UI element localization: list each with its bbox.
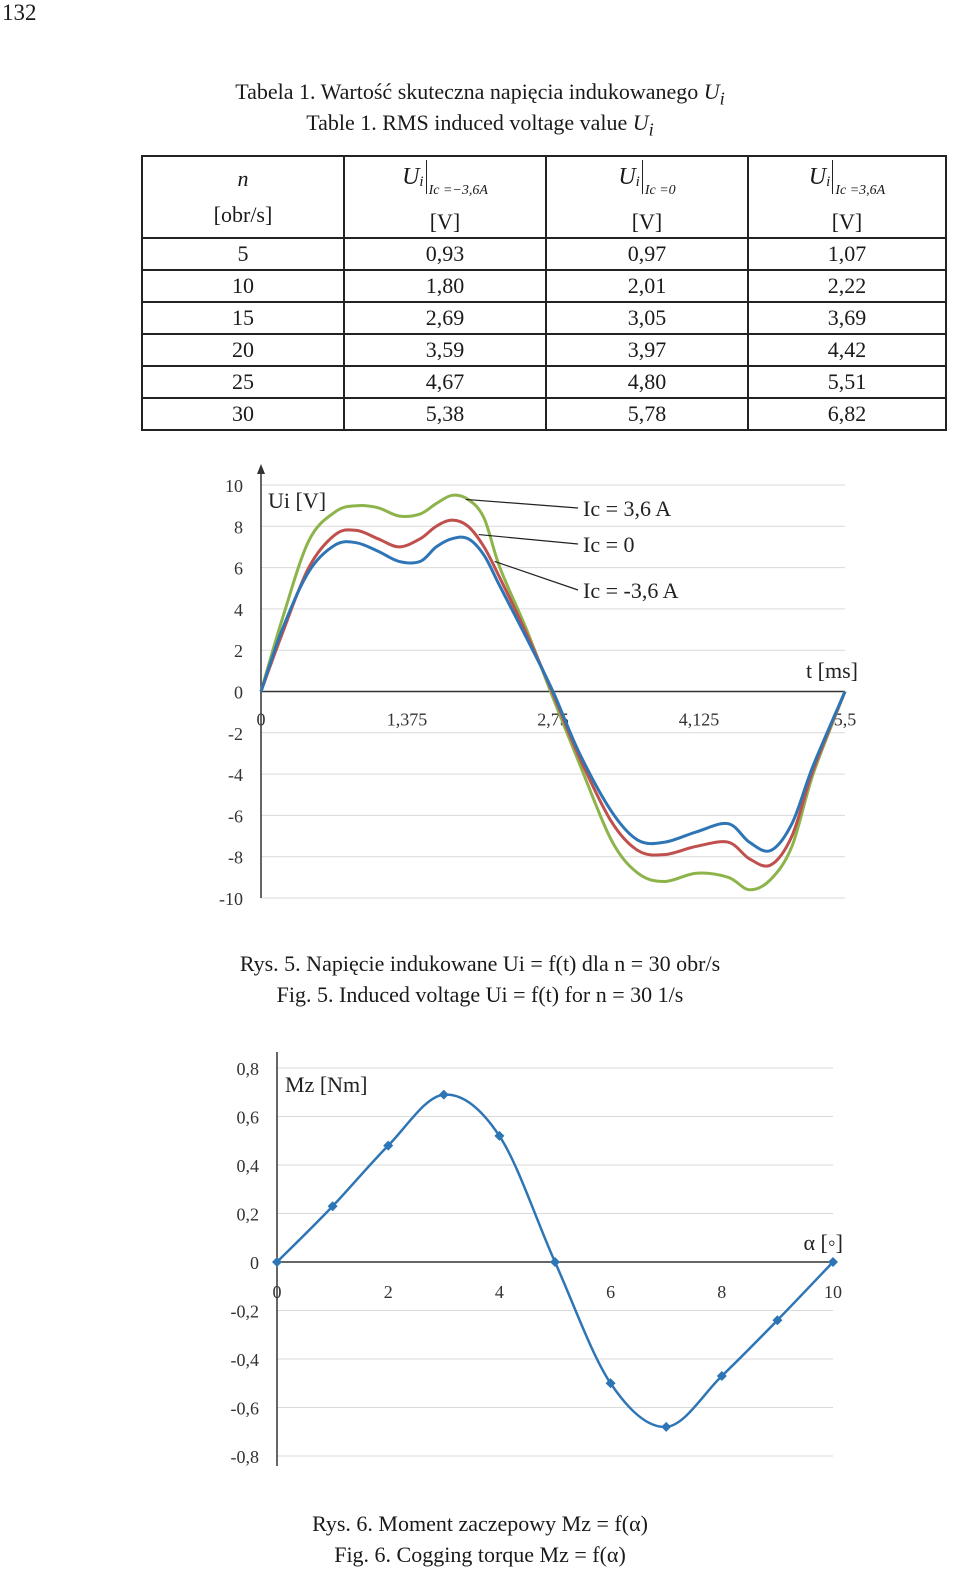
table-row — [142, 302, 946, 334]
col-header-symbol: U — [402, 163, 420, 190]
table-caption-pl-sub: i — [719, 88, 725, 109]
table-cell: 25 — [142, 366, 344, 398]
table-caption-pl-symbol: U — [703, 79, 720, 104]
y-tick-label: 0,2 — [236, 1204, 259, 1225]
annotation-leader-line — [466, 499, 578, 508]
x-tick-label: 2,75 — [537, 709, 569, 730]
col-header-unit: [V] — [429, 208, 461, 234]
x-tick-label: 8 — [717, 1282, 727, 1303]
fig6-caption-pl: Rys. 6. Moment zaczepowy Mz = f(α) — [312, 1511, 648, 1536]
table-cell: 4,80 — [546, 366, 748, 398]
table-cell: 5,78 — [546, 398, 748, 430]
fig5-caption-en: Fig. 5. Induced voltage Ui = f(t) for n = 30 1/s — [276, 982, 684, 1007]
table-cell: 0,97 — [546, 238, 748, 270]
table-caption-en-sub: i — [648, 119, 654, 140]
fig5-caption-pl: Rys. 5. Napięcie indukowane Ui = f(t) dla n = 30 obr/s — [239, 951, 721, 976]
table-row — [142, 238, 946, 270]
table-cell: 2,01 — [546, 270, 748, 302]
table-cell: 5,51 — [748, 366, 946, 398]
y-tick-label: -2 — [228, 723, 243, 744]
table-cell: 0,93 — [344, 238, 546, 270]
y-tick-label: 2 — [234, 641, 243, 662]
table-cell: 4,67 — [344, 366, 546, 398]
eval-bar — [642, 160, 643, 194]
y-axis-arrow — [257, 464, 265, 474]
x-tick-label: 0 — [256, 709, 266, 730]
col-header-cond: Ic =0 — [644, 182, 676, 198]
table-cell: 1,80 — [344, 270, 546, 302]
col-header-cond: Ic =−3,6A — [428, 182, 488, 198]
y-tick-label: 10 — [225, 476, 243, 496]
col-header-n-symbol: n — [237, 166, 249, 191]
table-cell: 5,38 — [344, 398, 546, 430]
page-number: 132 — [2, 0, 37, 25]
table-row — [142, 334, 946, 366]
table-cell: 3,97 — [546, 334, 748, 366]
table-cell: 2,22 — [748, 270, 946, 302]
table-cell: 4,42 — [748, 334, 946, 366]
table-cell: 15 — [142, 302, 344, 334]
table-cell: 20 — [142, 334, 344, 366]
table-header-row — [142, 156, 946, 238]
col-header-sub: i — [419, 173, 424, 190]
table-row — [142, 270, 946, 302]
y-tick-label: -10 — [219, 889, 243, 909]
induced-voltage-chart — [0, 460, 960, 920]
col-header-n — [142, 156, 344, 238]
y-tick-label: -4 — [228, 765, 243, 786]
x-axis-label: t [ms] — [806, 658, 858, 683]
col-header-symbol: U — [808, 163, 827, 190]
data-point-marker — [661, 1422, 671, 1432]
x-tick-label: 6 — [606, 1282, 616, 1303]
eval-bar — [426, 160, 427, 194]
annotation-leader-line — [479, 535, 578, 544]
eval-bar — [832, 160, 833, 194]
col-header-ui-minus — [344, 156, 546, 238]
table-caption-en — [0, 107, 960, 145]
y-tick-label: 0 — [234, 682, 243, 703]
col-header-n-unit: [obr/s] — [213, 202, 273, 227]
table-cell: 30 — [142, 398, 344, 430]
x-axis-label: α [◦] — [803, 1230, 843, 1255]
col-header-sub: i — [635, 173, 640, 190]
series-line — [261, 537, 845, 851]
col-header-cond: Ic =3,6A — [835, 182, 886, 198]
x-tick-label: 5,5 — [833, 709, 857, 730]
table-row — [142, 398, 946, 430]
table-row — [142, 366, 946, 398]
y-tick-label: 0,4 — [236, 1156, 259, 1176]
x-tick-label: 4 — [494, 1282, 504, 1303]
table-cell: 3,59 — [344, 334, 546, 366]
y-tick-label: 6 — [234, 558, 243, 579]
data-point-marker — [439, 1090, 449, 1100]
table-caption-en-text: Table 1. RMS induced voltage value — [306, 110, 633, 135]
data-point-marker — [550, 1257, 560, 1267]
table-caption-en-symbol: U — [632, 110, 649, 135]
y-tick-label: -6 — [228, 806, 243, 827]
y-tick-label: -0,6 — [230, 1398, 259, 1419]
table-cell: 5 — [142, 238, 344, 270]
table-cell: 3,05 — [546, 302, 748, 334]
table-cell: 3,69 — [748, 302, 946, 334]
y-tick-label: 0,8 — [236, 1059, 259, 1079]
table-cell: 2,69 — [344, 302, 546, 334]
col-header-ui-plus — [748, 156, 946, 238]
x-tick-label: 2 — [383, 1282, 393, 1303]
y-axis-label: Ui [V] — [268, 488, 327, 513]
y-tick-label: -0,4 — [230, 1350, 259, 1370]
y-tick-label: 0 — [250, 1253, 259, 1273]
x-tick-label: 10 — [824, 1282, 842, 1303]
col-header-ui-zero — [546, 156, 748, 238]
x-tick-label: 0 — [272, 1282, 282, 1303]
series-annotation: Ic = 0 — [583, 532, 635, 557]
y-tick-label: -0,2 — [230, 1301, 259, 1322]
y-tick-label: 8 — [234, 517, 243, 538]
series-annotation: Ic = -3,6 A — [583, 578, 679, 603]
y-tick-label: 4 — [234, 599, 243, 620]
col-header-unit: [V] — [831, 208, 863, 234]
table-caption-pl-text: Tabela 1. Wartość skuteczna napięcia indukowanego — [235, 79, 704, 104]
table-cell: 1,07 — [748, 238, 946, 270]
col-header-symbol: U — [618, 163, 636, 190]
col-header-unit: [V] — [631, 208, 663, 234]
y-tick-label: 0,6 — [236, 1107, 259, 1128]
y-axis-label: Mz [Nm] — [285, 1072, 368, 1097]
table-cell: 10 — [142, 270, 344, 302]
series-annotation: Ic = 3,6 A — [583, 496, 672, 521]
x-tick-label: 1,375 — [386, 709, 428, 730]
cogging-torque-chart — [0, 1050, 960, 1480]
x-tick-label: 4,125 — [678, 709, 720, 730]
rms-voltage-table — [141, 155, 947, 431]
y-tick-label: -0,8 — [230, 1447, 259, 1467]
y-tick-label: -8 — [228, 847, 243, 868]
fig6-caption-en: Fig. 6. Cogging torque Mz = f(α) — [334, 1542, 626, 1567]
table-cell: 6,82 — [748, 398, 946, 430]
col-header-sub: i — [826, 173, 831, 190]
